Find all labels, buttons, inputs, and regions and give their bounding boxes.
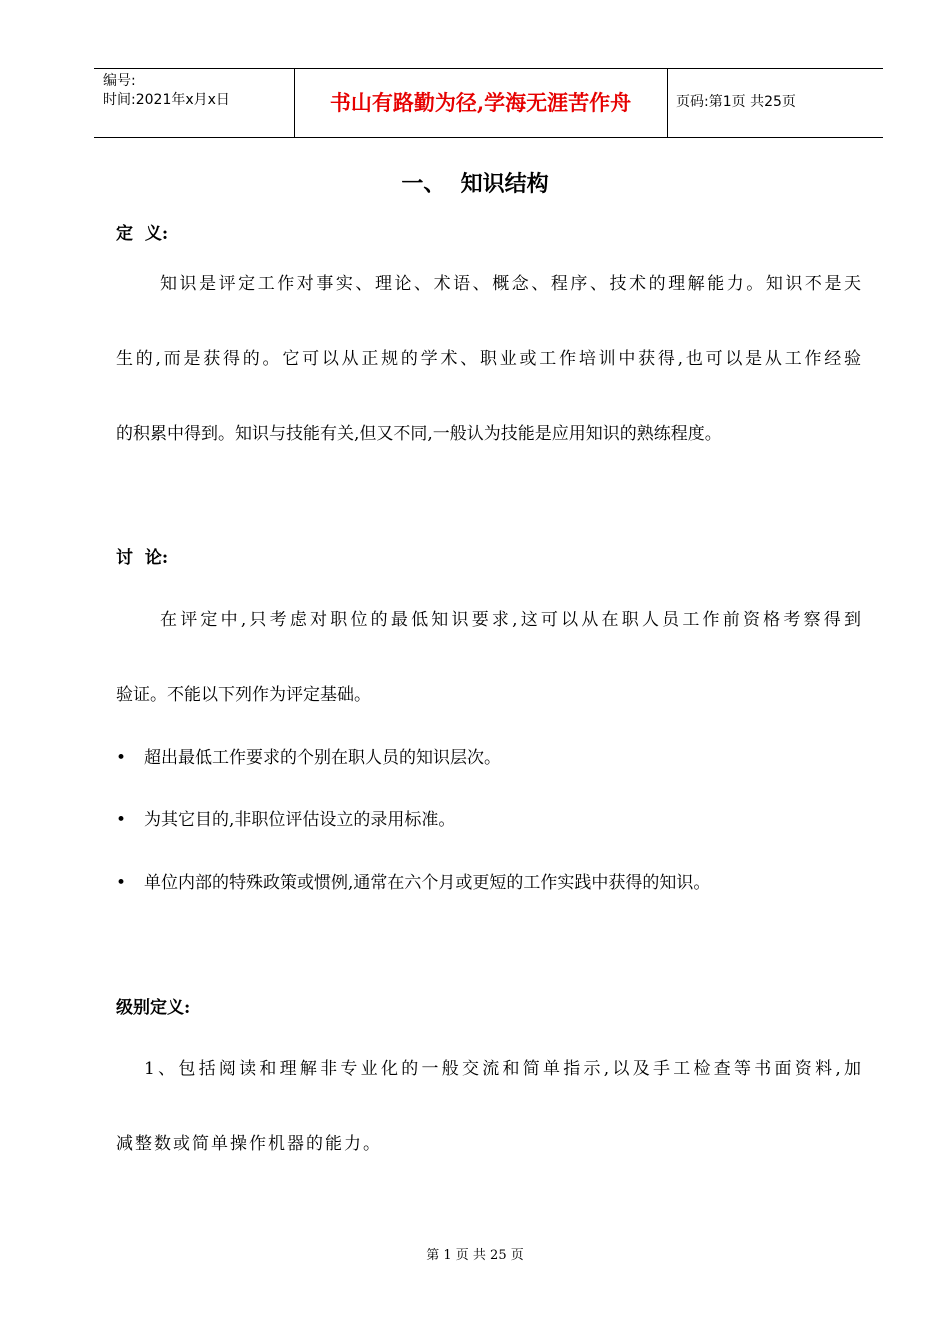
discussion-bullet-2 <box>116 808 455 832</box>
page-footer: 第 1 页 共 25 页 <box>426 1248 524 1263</box>
bullet-dot-icon: • <box>116 748 127 768</box>
definition-line-3: 的积累中得到。知识与技能有关,但又不同,一般认为技能是应用知识的熟练程度。 <box>116 424 722 444</box>
header-page-info: 页码:第1页 共25页 <box>676 94 796 110</box>
discussion-line-1: 在评定中,只考虑对职位的最低知识要求,这可以从在职人员工作前资格考察得到 <box>160 610 861 630</box>
document-time-label: 时间:2021年x月x日 <box>103 92 230 108</box>
document-number-label: 编号: <box>103 73 136 89</box>
discussion-bullet-1 <box>116 746 501 770</box>
levels-line-1: 1、包括阅读和理解非专业化的一般交流和简单指示,以及手工检查等书面资料,加 <box>144 1059 861 1079</box>
bullet-dot-icon: • <box>116 810 127 830</box>
discussion-bullet-3 <box>116 871 710 895</box>
definition-line-1: 知识是评定工作对事实、理论、术语、概念、程序、技术的理解能力。知识不是天 <box>160 274 861 294</box>
bullet-text: 单位内部的特殊政策或惯例,通常在六个月或更短的工作实践中获得的知识。 <box>144 873 711 893</box>
document-header <box>94 68 883 138</box>
header-motto: 书山有路勤为径,学海无涯苦作舟 <box>329 90 632 115</box>
bullet-text: 为其它目的,非职位评估设立的录用标准。 <box>144 810 456 830</box>
bullet-dot-icon: • <box>116 873 127 893</box>
levels-line-2: 减整数或简单操作机器的能力。 <box>116 1134 382 1154</box>
header-meta-cell <box>94 69 295 137</box>
levels-label: 级别定义: <box>116 998 191 1018</box>
definition-line-2: 生的,而是获得的。它可以从正规的学术、职业或工作培训中获得,也可以是从工作经验 <box>116 349 861 369</box>
header-page-cell <box>667 69 883 137</box>
discussion-label: 讨 论: <box>116 548 169 568</box>
definition-label: 定 义: <box>116 224 169 244</box>
section-title: 一、 知识结构 <box>401 172 549 197</box>
bullet-text: 超出最低工作要求的个别在职人员的知识层次。 <box>144 748 501 768</box>
discussion-line-2: 验证。不能以下列作为评定基础。 <box>116 685 371 705</box>
header-motto-cell <box>294 69 668 137</box>
